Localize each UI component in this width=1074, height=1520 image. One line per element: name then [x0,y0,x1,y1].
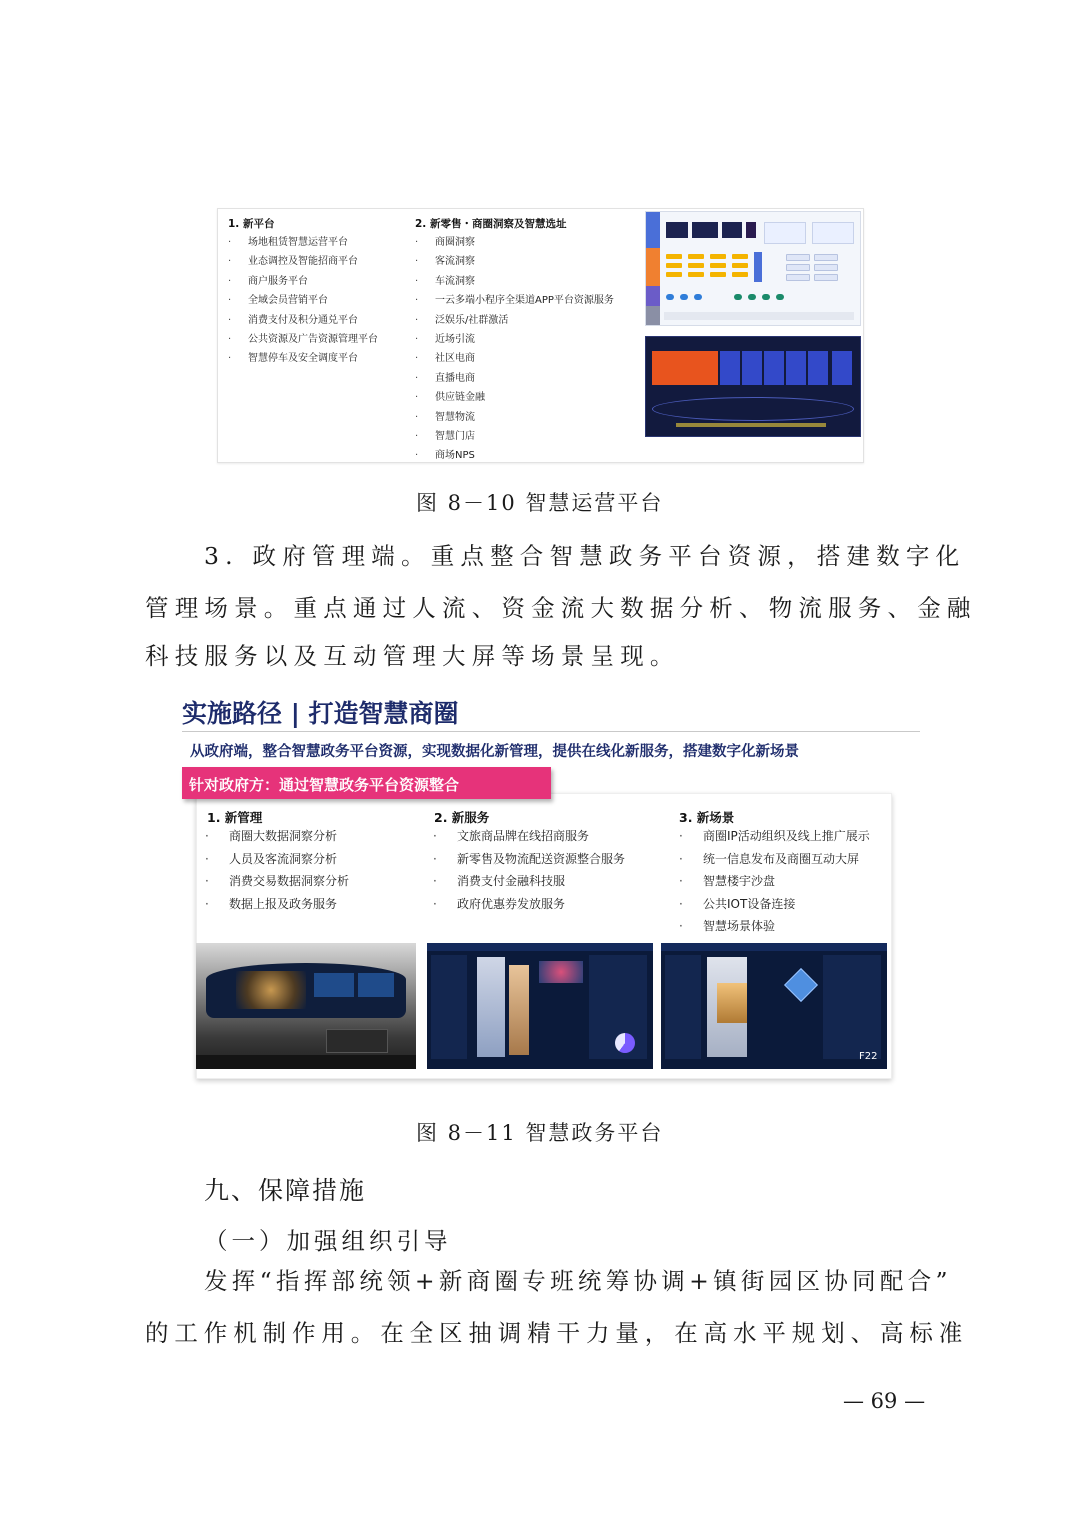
fig11-col1-heading: 1. 新管理 [207,810,263,825]
paragraph-line: 发挥“指挥部统领+新商圈专班统筹协调+镇街园区协同配合” [204,1267,952,1295]
fig11-col2-list [433,825,625,915]
list-item: · 统一信息发布及商圈互动大屏 [679,848,870,871]
dashboard-screenshot [427,943,653,1069]
list-item: · 智慧物流 [415,408,614,427]
list-item: · 智慧停车及安全调度平台 [228,349,378,368]
screen-label: F22 [859,1051,878,1062]
thumb-band [646,212,660,248]
list-item: · 近场引流 [415,330,614,349]
fig11-col3-list [679,825,870,938]
list-item: · 供应链金融 [415,388,614,407]
list-item: · 业态调控及智能招商平台 [228,252,378,271]
fig11-col1-list [205,825,349,915]
list-item: · 直播电商 [415,369,614,388]
data-middle-platform-thumbnail [645,336,861,437]
list-item: · 商场NPS [415,446,614,465]
thumb-band [646,286,660,306]
list-item: · 文旅商品牌在线招商服务 [433,825,625,848]
fig10-col2-heading: 2. 新零售・商圈洞察及智慧选址 [415,218,567,230]
thumb-band [646,306,660,325]
list-item: · 商户服务平台 [228,272,378,291]
platform-architecture-thumbnail [645,211,861,326]
page-number: — 69 — [843,1389,926,1413]
list-item: · 智慧门店 [415,427,614,446]
fig11-col2-heading: 2. 新服务 [434,810,490,825]
list-item: · 人员及客流洞察分析 [205,848,349,871]
list-item: · 商圈洞察 [415,233,614,252]
figure-caption: 图 8－11 智慧政务平台 [416,1121,664,1145]
paragraph-line: 3. 政府管理端。重点整合智慧政务平台资源，搭建数字化 [204,542,966,570]
list-item: · 客流洞察 [415,252,614,271]
section-subheading: （一）加强组织引导 [204,1227,452,1255]
paragraph-line: 管理场景。重点通过人流、资金流大数据分析、物流服务、金融 [145,594,977,622]
list-item: · 智慧楼宇沙盘 [679,870,870,893]
list-item: · 泛娱乐/社群激活 [415,311,614,330]
paragraph-line: 的工作机制作用。在全区抽调精干力量，在高水平规划、高标准 [145,1319,969,1347]
list-item: · 消费交易数据洞察分析 [205,870,349,893]
fig10-col1-heading: 1. 新平台 [228,218,275,230]
list-item: · 新零售及物流配送资源整合服务 [433,848,625,871]
figure-smart-operation-platform [217,208,864,463]
list-item: · 数据上报及政务服务 [205,893,349,916]
fig10-col2-list [415,233,614,466]
list-item: · 车流洞察 [415,272,614,291]
list-item: · 公共资源及广告资源管理平台 [228,330,378,349]
list-item: · 一云多端小程序全渠道APP平台资源服务 [415,291,614,310]
figure-government-platform [196,793,892,1079]
section-heading: 九、保障措施 [204,1176,367,1205]
slide-subtitle: 从政府端，整合智慧政务平台资源，实现数据化新管理，提供在线化新服务，搭建数字化新场景 [190,744,799,760]
list-item: · 政府优惠券发放服务 [433,893,625,916]
paragraph-line: 科技服务以及互动管理大屏等场景呈现。 [145,642,680,670]
list-item: · 商圈大数据洞察分析 [205,825,349,848]
banner-text: 针对政府方：通过智慧政务平台资源整合 [189,776,460,794]
slide-title: 实施路径 | 打造智慧商圈 [182,699,459,728]
control-room-photo [196,943,416,1069]
fig11-col3-heading: 3. 新场景 [679,810,735,825]
figure-caption: 图 8－10 智慧运营平台 [416,491,664,515]
list-item: · 公共IOT设备连接 [679,893,870,916]
list-item: · 智慧场景体验 [679,915,870,938]
list-item: · 商圈IP活动组织及线上推广展示 [679,825,870,848]
list-item: · 全域会员营销平台 [228,291,378,310]
fig10-col1-list [228,233,378,369]
list-item: · 消费支付金融科技服 [433,870,625,893]
list-item: · 社区电商 [415,349,614,368]
building-dashboard-screenshot [661,943,887,1069]
thumb-band [646,248,660,286]
divider [182,731,920,732]
banner [182,767,551,799]
list-item: · 场地租赁智慧运营平台 [228,233,378,252]
list-item: · 消费支付及积分通兑平台 [228,311,378,330]
